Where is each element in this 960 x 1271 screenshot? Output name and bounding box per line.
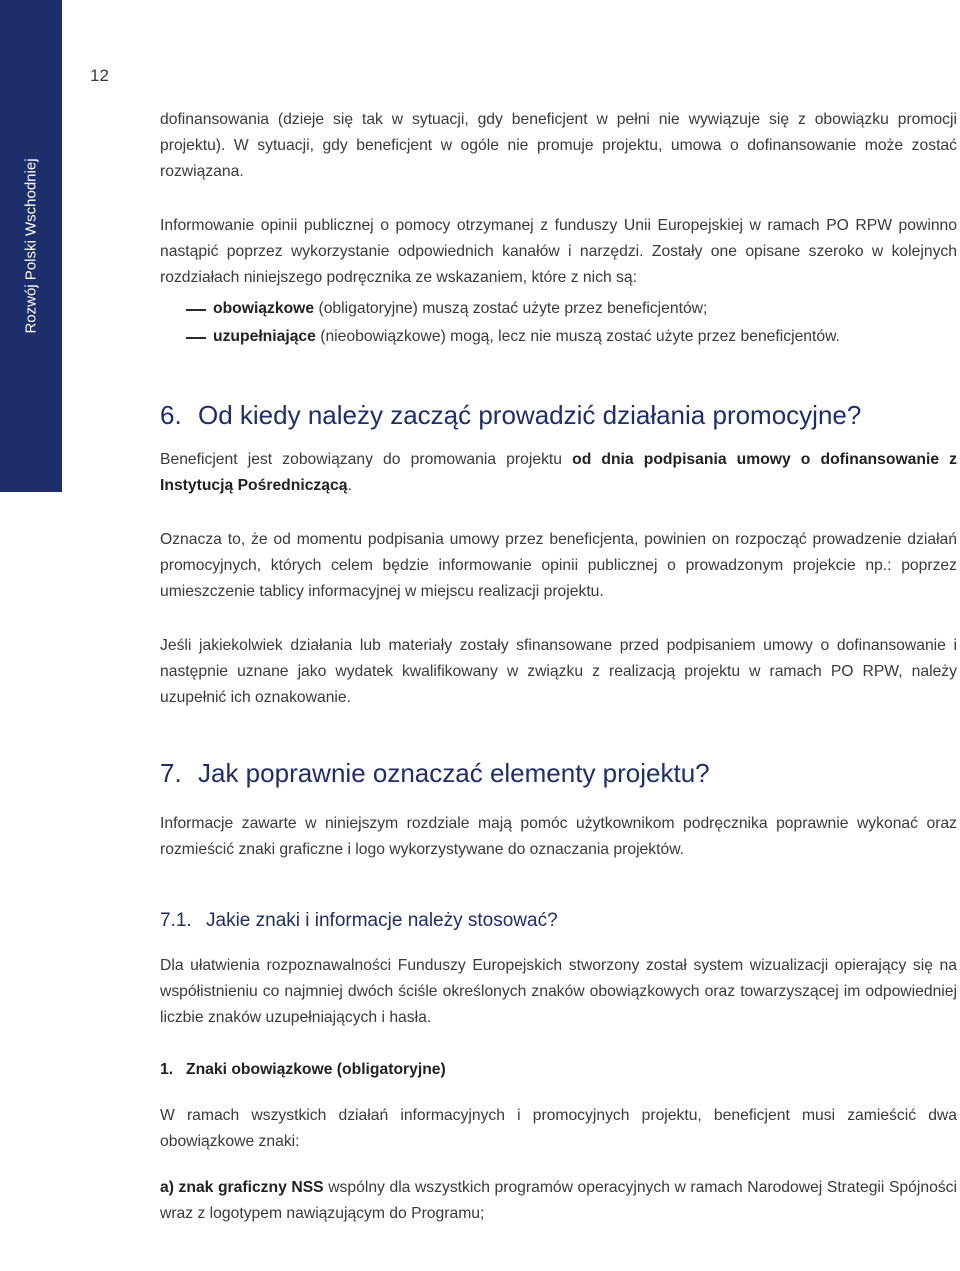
channel-list [160,295,957,351]
paragraph-s6-2: Oznacza to, że od momentu podpisania umowy przez beneficjenta, powinien on rozpocząć prowadzenie działań promocyjnych, których celem będzie informowanie opinii publicznej o prowadzonym projekcie np.: poprzez umieszczenie tablicy informacyjnej w miejscu realizacji projektu. [160,531,957,600]
subsection-title: Znaki obowiązkowe (obligatoryjne) [186,1061,446,1078]
paragraph-s6-3: Jeśli jakiekolwiek działania lub materiały zostały sfinansowane przed podpisaniem umowy o dofinansowanie i następnie uznane jako wydatek kwalifikowany w związku z realizacją projektu w ramach PO RPW, należy uzupełnić ich oznakowanie. [160,637,957,706]
text-run-bold: a) znak graficzny NSS [160,1179,324,1196]
paragraph-s7-1: Informacje zawarte w niniejszym rozdziale mają pomóc użytkownikom podręcznika poprawnie wykonać oraz rozmieścić znaki graficzne i logo wykorzystywane do oznaczania projektów. [160,815,957,858]
list-item [160,295,957,323]
text-run: Beneficjent jest zobowiązany do promowania projektu [160,451,573,468]
list-item-term: obowiązkowe [213,300,315,317]
text-run-bold: od dnia podpisania umowy o dofinansowanie z Instytucją Pośredniczącą [160,451,957,494]
list-item [160,323,957,351]
section-7-1-heading [160,907,957,935]
paragraph-sub1-1: W ramach wszystkich działań informacyjnych i promocyjnych projektu, beneficjent musi zamieścić dwa obowiązkowe znaki: [160,1107,957,1150]
paragraph-s71-1: Dla ułatwienia rozpoznawalności Funduszy Europejskich stworzony został system wizualizacji opierający się na współistnieniu co najmniej dwóch ściśle określonych znaków obowiązkowych oraz towarzyszącej im odpowiedniej liczbie znaków uzupełniających i hasła. [160,957,957,1026]
section-title: Od kiedy należy zacząć prowadzić działania promocyjne? [198,400,862,430]
side-label: Rozwój Polski Wschodniej [22,158,40,334]
section-number: 7.1. [160,910,192,931]
paragraph-s6-1 [160,447,957,499]
subsection-number: 1. [160,1061,174,1078]
section-title: Jak poprawnie oznaczać elementy projektu? [198,758,710,788]
section-title: Jakie znaki i informacje należy stosować? [206,910,558,931]
text-run: . [347,477,352,494]
text-run: wspólny dla wszystkich programów operacyjnych w ramach Narodowej Strategii Spójności wraz z logotypem nawiązującym do Programu; [160,1179,957,1222]
list-item-text: (nieobowiązkowe) mogą, lecz nie muszą zostać użyte przez beneficjentów. [315,328,840,345]
subsection-1-heading [160,1057,957,1083]
page-content [160,107,957,1227]
page-number: 12 [90,66,109,85]
section-7-heading [160,755,957,791]
section-number: 6. [160,400,182,430]
list-item-term: uzupełniające [213,328,316,345]
paragraph-public-info: Informowanie opinii publicznej o pomocy otrzymanej z funduszy Unii Europejskiej w ramach PO RPW powinno nastąpić poprzez wykorzystanie odpowiednich kanałów i narzędzi. Zostały one opisane szeroko w kolejnych rozdziałach niniejszego podręcznika ze wskazaniem, które z nich są: [160,217,957,286]
list-item-text: (obligatoryjne) muszą zostać użyte przez beneficjentów; [314,300,708,317]
side-band [0,0,62,492]
section-6-heading [160,397,957,433]
section-number: 7. [160,758,182,788]
paragraph-sub1-a [160,1175,957,1227]
paragraph-intro: dofinansowania (dzieje się tak w sytuacji, gdy beneficjent w pełni nie wywiązuje się z obowiązku promocji projektu). W sytuacji, gdy beneficjent w ogóle nie promuje projektu, umowa o dofinansowanie może zostać rozwiązana. [160,111,957,180]
